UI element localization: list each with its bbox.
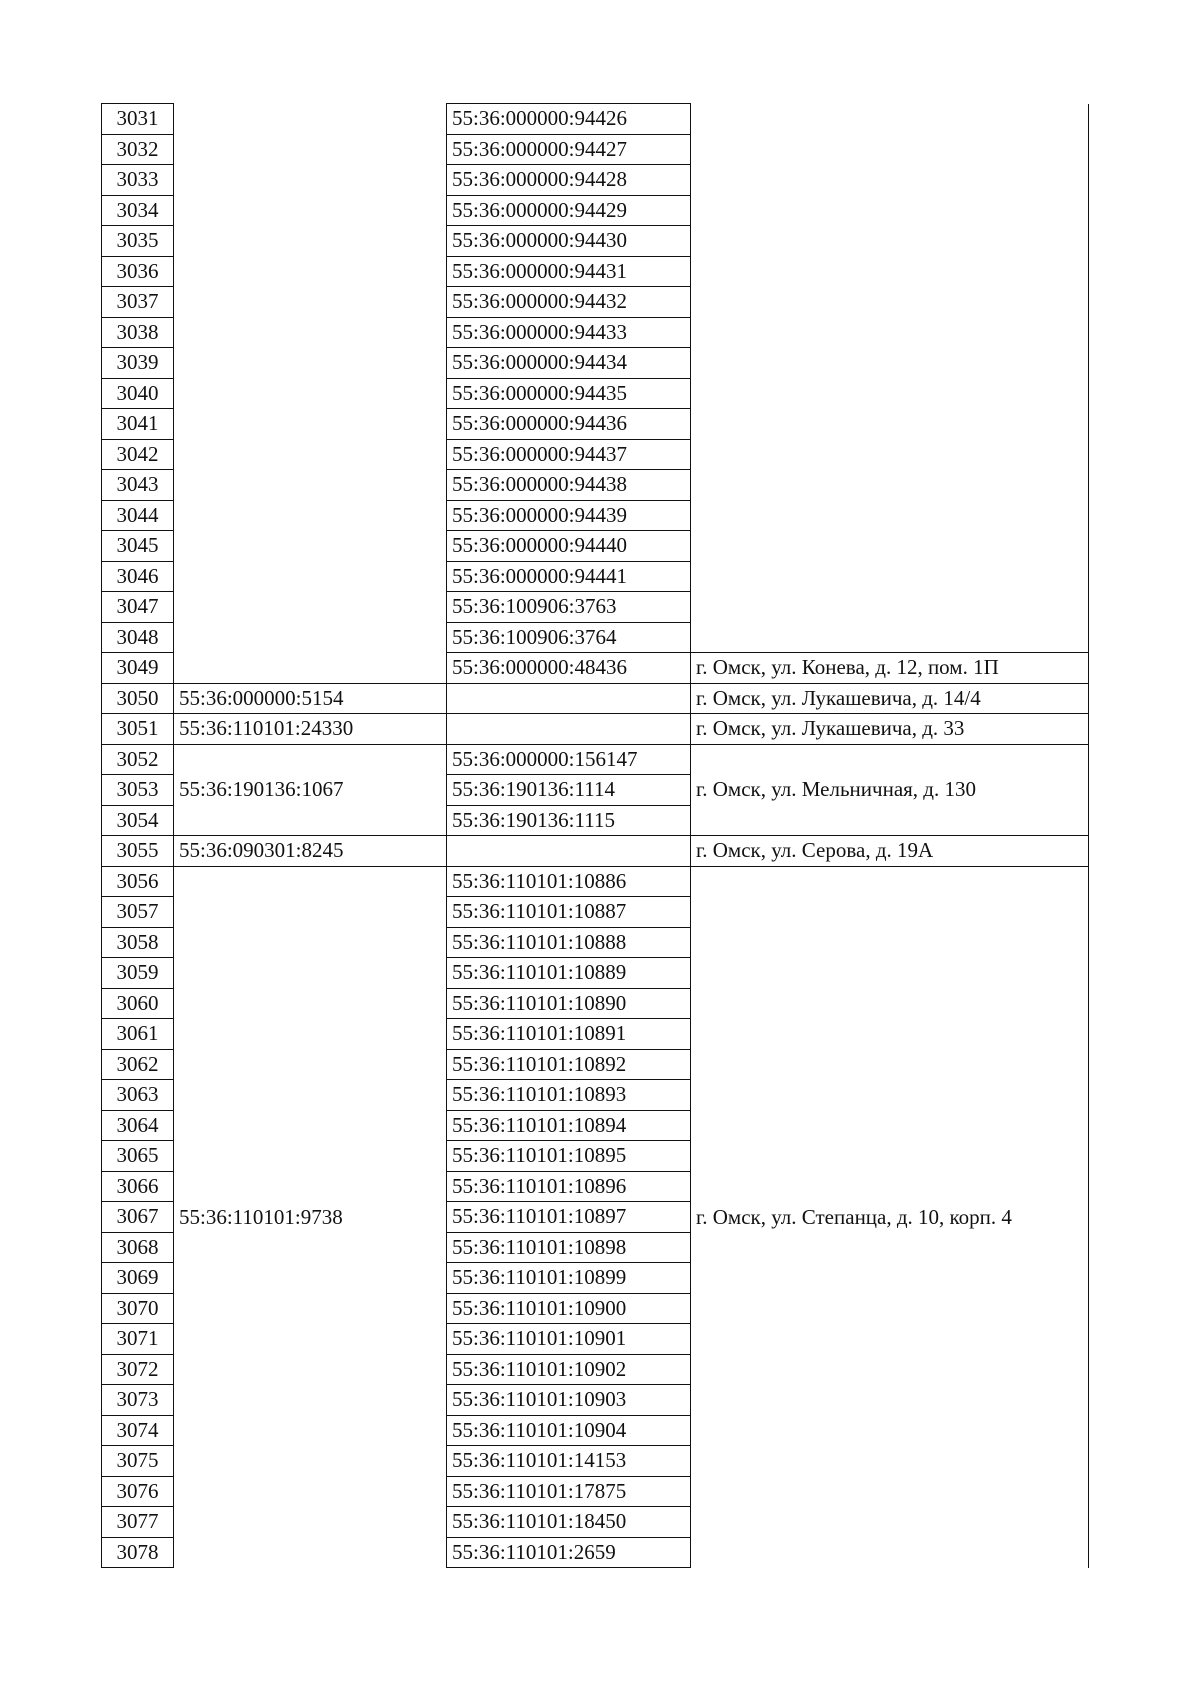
object-cadastral-number-cell: 55:36:190136:1115: [447, 805, 691, 836]
object-cadastral-number-cell: 55:36:110101:10897: [447, 1202, 691, 1233]
table-row: [102, 683, 1089, 714]
row-number-cell: 3042: [102, 439, 174, 470]
object-cadastral-number-cell: 55:36:110101:10895: [447, 1141, 691, 1172]
object-cadastral-number-cell: 55:36:110101:2659: [447, 1537, 691, 1568]
row-number-cell: 3064: [102, 1110, 174, 1141]
row-number-cell: 3059: [102, 958, 174, 989]
land-plot-cadastral-number-cell: 55:36:110101:24330: [174, 714, 447, 745]
object-cadastral-number-cell: 55:36:000000:94441: [447, 561, 691, 592]
land-plot-cadastral-number-cell: 55:36:110101:9738: [174, 866, 447, 1568]
address-cell: г. Омск, ул. Лукашевича, д. 14/4: [691, 683, 1089, 714]
object-cadastral-number-cell: 55:36:000000:94440: [447, 531, 691, 562]
object-cadastral-number-cell: [447, 836, 691, 867]
row-number-cell: 3077: [102, 1507, 174, 1538]
row-number-cell: 3039: [102, 348, 174, 379]
address-cell: [691, 104, 1089, 653]
object-cadastral-number-cell: 55:36:110101:10891: [447, 1019, 691, 1050]
object-cadastral-number-cell: 55:36:000000:94436: [447, 409, 691, 440]
row-number-cell: 3061: [102, 1019, 174, 1050]
row-number-cell: 3033: [102, 165, 174, 196]
object-cadastral-number-cell: 55:36:110101:10898: [447, 1232, 691, 1263]
row-number-cell: 3052: [102, 744, 174, 775]
object-cadastral-number-cell: 55:36:110101:10896: [447, 1171, 691, 1202]
row-number-cell: 3036: [102, 256, 174, 287]
object-cadastral-number-cell: 55:36:000000:94433: [447, 317, 691, 348]
row-number-cell: 3060: [102, 988, 174, 1019]
object-cadastral-number-cell: 55:36:000000:94429: [447, 195, 691, 226]
object-cadastral-number-cell: 55:36:000000:94428: [447, 165, 691, 196]
row-number-cell: 3075: [102, 1446, 174, 1477]
land-plot-cadastral-number-cell: 55:36:090301:8245: [174, 836, 447, 867]
object-cadastral-number-cell: [447, 714, 691, 745]
row-number-cell: 3068: [102, 1232, 174, 1263]
row-number-cell: 3066: [102, 1171, 174, 1202]
address-cell: г. Омск, ул. Серова, д. 19А: [691, 836, 1089, 867]
row-number-cell: 3072: [102, 1354, 174, 1385]
object-cadastral-number-cell: 55:36:110101:10902: [447, 1354, 691, 1385]
object-cadastral-number-cell: 55:36:110101:10900: [447, 1293, 691, 1324]
row-number-cell: 3044: [102, 500, 174, 531]
row-number-cell: 3040: [102, 378, 174, 409]
object-cadastral-number-cell: 55:36:110101:18450: [447, 1507, 691, 1538]
table-row: [102, 714, 1089, 745]
row-number-cell: 3048: [102, 622, 174, 653]
object-cadastral-number-cell: 55:36:000000:156147: [447, 744, 691, 775]
row-number-cell: 3049: [102, 653, 174, 684]
object-cadastral-number-cell: 55:36:110101:10901: [447, 1324, 691, 1355]
object-cadastral-number-cell: 55:36:000000:94437: [447, 439, 691, 470]
row-number-cell: 3062: [102, 1049, 174, 1080]
table-row: [102, 836, 1089, 867]
object-cadastral-number-cell: 55:36:000000:94431: [447, 256, 691, 287]
object-cadastral-number-cell: 55:36:110101:10886: [447, 866, 691, 897]
row-number-cell: 3038: [102, 317, 174, 348]
row-number-cell: 3041: [102, 409, 174, 440]
row-number-cell: 3046: [102, 561, 174, 592]
registry-table-body: [102, 104, 1089, 1568]
table-row: [102, 744, 1089, 775]
object-cadastral-number-cell: 55:36:000000:94426: [447, 104, 691, 135]
object-cadastral-number-cell: 55:36:000000:94432: [447, 287, 691, 318]
row-number-cell: 3034: [102, 195, 174, 226]
row-number-cell: 3043: [102, 470, 174, 501]
row-number-cell: 3054: [102, 805, 174, 836]
row-number-cell: 3047: [102, 592, 174, 623]
address-cell: г. Омск, ул. Мельничная, д. 130: [691, 744, 1089, 836]
object-cadastral-number-cell: 55:36:000000:94430: [447, 226, 691, 257]
row-number-cell: 3071: [102, 1324, 174, 1355]
object-cadastral-number-cell: 55:36:110101:10899: [447, 1263, 691, 1294]
object-cadastral-number-cell: 55:36:100906:3764: [447, 622, 691, 653]
object-cadastral-number-cell: 55:36:000000:94435: [447, 378, 691, 409]
object-cadastral-number-cell: 55:36:000000:94439: [447, 500, 691, 531]
object-cadastral-number-cell: 55:36:110101:10889: [447, 958, 691, 989]
row-number-cell: 3031: [102, 104, 174, 135]
row-number-cell: 3050: [102, 683, 174, 714]
row-number-cell: 3056: [102, 866, 174, 897]
object-cadastral-number-cell: 55:36:110101:10904: [447, 1415, 691, 1446]
row-number-cell: 3078: [102, 1537, 174, 1568]
row-number-cell: 3063: [102, 1080, 174, 1111]
row-number-cell: 3076: [102, 1476, 174, 1507]
address-cell: г. Омск, ул. Конева, д. 12, пом. 1П: [691, 653, 1089, 684]
object-cadastral-number-cell: 55:36:110101:17875: [447, 1476, 691, 1507]
row-number-cell: 3070: [102, 1293, 174, 1324]
object-cadastral-number-cell: 55:36:110101:10892: [447, 1049, 691, 1080]
row-number-cell: 3055: [102, 836, 174, 867]
land-plot-cadastral-number-cell: 55:36:000000:5154: [174, 683, 447, 714]
row-number-cell: 3053: [102, 775, 174, 806]
object-cadastral-number-cell: 55:36:190136:1114: [447, 775, 691, 806]
object-cadastral-number-cell: 55:36:110101:10894: [447, 1110, 691, 1141]
object-cadastral-number-cell: 55:36:000000:94438: [447, 470, 691, 501]
row-number-cell: 3065: [102, 1141, 174, 1172]
object-cadastral-number-cell: 55:36:000000:94434: [447, 348, 691, 379]
object-cadastral-number-cell: 55:36:110101:10893: [447, 1080, 691, 1111]
address-cell: г. Омск, ул. Степанца, д. 10, корп. 4: [691, 866, 1089, 1568]
row-number-cell: 3069: [102, 1263, 174, 1294]
object-cadastral-number-cell: 55:36:000000:94427: [447, 134, 691, 165]
row-number-cell: 3037: [102, 287, 174, 318]
table-row: [102, 104, 1089, 135]
object-cadastral-number-cell: 55:36:110101:10890: [447, 988, 691, 1019]
object-cadastral-number-cell: 55:36:110101:14153: [447, 1446, 691, 1477]
row-number-cell: 3074: [102, 1415, 174, 1446]
row-number-cell: 3058: [102, 927, 174, 958]
row-number-cell: 3032: [102, 134, 174, 165]
row-number-cell: 3067: [102, 1202, 174, 1233]
object-cadastral-number-cell: 55:36:110101:10903: [447, 1385, 691, 1416]
row-number-cell: 3045: [102, 531, 174, 562]
table-row: [102, 866, 1089, 897]
row-number-cell: 3073: [102, 1385, 174, 1416]
object-cadastral-number-cell: 55:36:100906:3763: [447, 592, 691, 623]
object-cadastral-number-cell: [447, 683, 691, 714]
row-number-cell: 3051: [102, 714, 174, 745]
land-plot-cadastral-number-cell: [174, 104, 447, 684]
cadastral-registry-table: [101, 103, 1089, 1568]
land-plot-cadastral-number-cell: 55:36:190136:1067: [174, 744, 447, 836]
object-cadastral-number-cell: 55:36:000000:48436: [447, 653, 691, 684]
row-number-cell: 3035: [102, 226, 174, 257]
object-cadastral-number-cell: 55:36:110101:10888: [447, 927, 691, 958]
address-cell: г. Омск, ул. Лукашевича, д. 33: [691, 714, 1089, 745]
object-cadastral-number-cell: 55:36:110101:10887: [447, 897, 691, 928]
row-number-cell: 3057: [102, 897, 174, 928]
